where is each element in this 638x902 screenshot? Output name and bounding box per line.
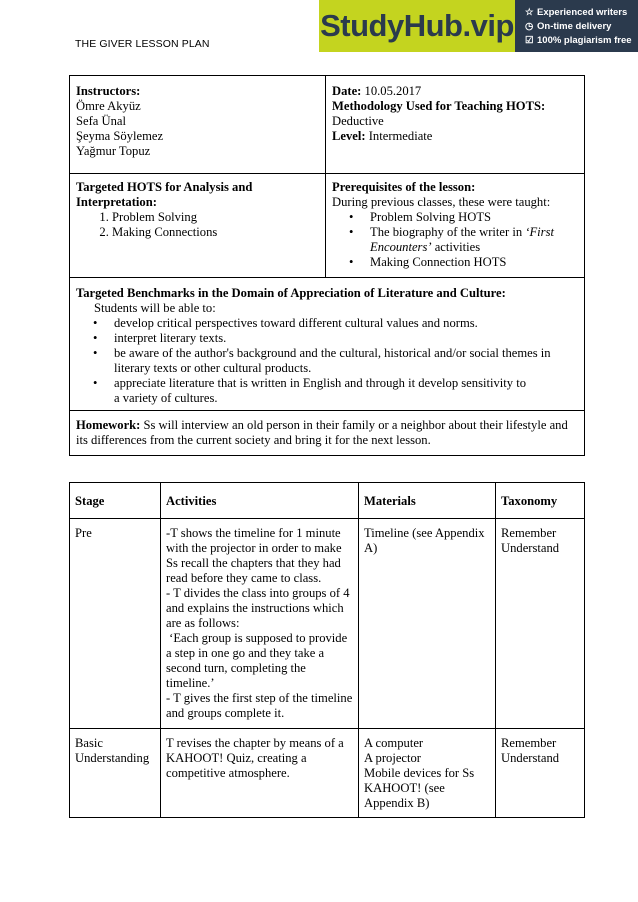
- lesson-info-table: [69, 75, 585, 456]
- instructors-cell: [70, 76, 326, 174]
- benchmarks-label: Targeted Benchmarks in the Domain of Appreciation of Literature and Culture:: [76, 286, 506, 300]
- homework-text: Ss will interview an old person in their family or a neighbor about their lifestyle and its differences from the current society and bring it for the next lesson.: [76, 418, 568, 447]
- list-item: • Making Connection HOTS: [370, 255, 578, 270]
- activities-cell: T revises the chapter by means of a KAHOOT! Quiz, creating a competitive atmosphere.: [161, 729, 359, 818]
- stage-cell: Pre: [70, 519, 161, 729]
- table-header-row: [70, 483, 585, 519]
- column-header: Taxonomy: [501, 493, 558, 508]
- materials-cell: A computer A projector Mobile devices for Ss KAHOOT! (see Appendix B): [359, 729, 496, 818]
- list-item: 1. Problem Solving: [112, 210, 319, 225]
- star-icon: ☆: [525, 7, 534, 18]
- table-row: [70, 729, 585, 818]
- list-item: • be aware of the author's background and the cultural, historical and/or social themes in literary texts or other cultural products.: [114, 346, 578, 376]
- instructor-name: Ömre Akyüz: [76, 99, 141, 113]
- level-line: Level: Intermediate: [332, 129, 433, 143]
- methodology-label: Methodology Used for Teaching HOTS:: [332, 99, 546, 113]
- prereq-label: Prerequisites of the lesson:: [332, 180, 476, 194]
- homework-cell: [70, 411, 585, 456]
- materials-cell: Timeline (see Appendix A): [359, 519, 496, 729]
- prerequisites-cell: [326, 174, 585, 278]
- taxonomy-cell: Remember Understand: [496, 729, 585, 818]
- date-line: Date: 10.05.2017: [332, 84, 422, 98]
- list-item: • appreciate literature that is written in English and through it develop sensitivity to a variety of cultures.: [114, 376, 578, 406]
- hots-label-cont: Interpretation:: [76, 195, 157, 209]
- studyhub-logo[interactable]: StudyHub.vip: [319, 0, 515, 52]
- methodology-value: Deductive: [332, 114, 384, 128]
- list-item: 2. Making Connections: [112, 225, 319, 240]
- prereq-intro: During previous classes, these were taught:: [332, 195, 551, 209]
- instructor-name: Yağmur Topuz: [76, 144, 151, 158]
- clock-icon: ◷: [525, 21, 534, 32]
- prereq-list: [332, 210, 578, 270]
- instructor-name: Sefa Ünal: [76, 114, 127, 128]
- date-value: 10.05.2017: [364, 84, 422, 98]
- taxonomy-cell: Remember Understand: [496, 519, 585, 729]
- feature-ontime: ◷ On-time delivery: [525, 21, 612, 32]
- instructor-name: Şeyma Söylemez: [76, 129, 164, 143]
- list-item: • interpret literary texts.: [114, 331, 578, 346]
- stages-table: [69, 482, 585, 818]
- feature-experienced: ☆ Experienced writers: [525, 7, 628, 18]
- homework-label: Homework:: [76, 418, 141, 432]
- hots-list: [76, 210, 319, 240]
- studyhub-banner[interactable]: [319, 0, 638, 52]
- column-header: Stage: [75, 493, 105, 508]
- benchmarks-list: [76, 316, 578, 406]
- feature-plagiarism: ☑ 100% plagiarism free: [525, 35, 632, 46]
- check-badge-icon: ☑: [525, 35, 534, 46]
- banner-features: [525, 6, 632, 48]
- benchmarks-cell: [70, 278, 585, 411]
- column-header: Materials: [364, 493, 416, 508]
- column-header: Activities: [166, 493, 217, 508]
- instructors-label: Instructors:: [76, 84, 141, 98]
- list-item: • The biography of the writer in ‘First Encounters’ activities: [370, 225, 578, 255]
- date-method-cell: [326, 76, 585, 174]
- document-header-title: THE GIVER LESSON PLAN: [75, 38, 210, 50]
- activities-cell: -T shows the timeline for 1 minute with the projector in order to make Ss recall the chapters that they had read before they came to class. - T divides the class into groups of 4 and explains the instructions which are as follows: ‘Each group is supposed to provide a step in one go and they take a second turn, completing the timeline.’ - T gives the first step of the timeline and groups complete it.: [161, 519, 359, 729]
- targeted-hots-cell: [70, 174, 326, 278]
- level-value: Intermediate: [368, 129, 433, 143]
- stage-cell: Basic Understanding: [70, 729, 161, 818]
- benchmarks-intro: Students will be able to:: [94, 301, 216, 315]
- list-item: • Problem Solving HOTS: [370, 210, 578, 225]
- table-row: [70, 519, 585, 729]
- hots-label: Targeted HOTS for Analysis and: [76, 180, 253, 194]
- list-item: • develop critical perspectives toward different cultural values and norms.: [114, 316, 578, 331]
